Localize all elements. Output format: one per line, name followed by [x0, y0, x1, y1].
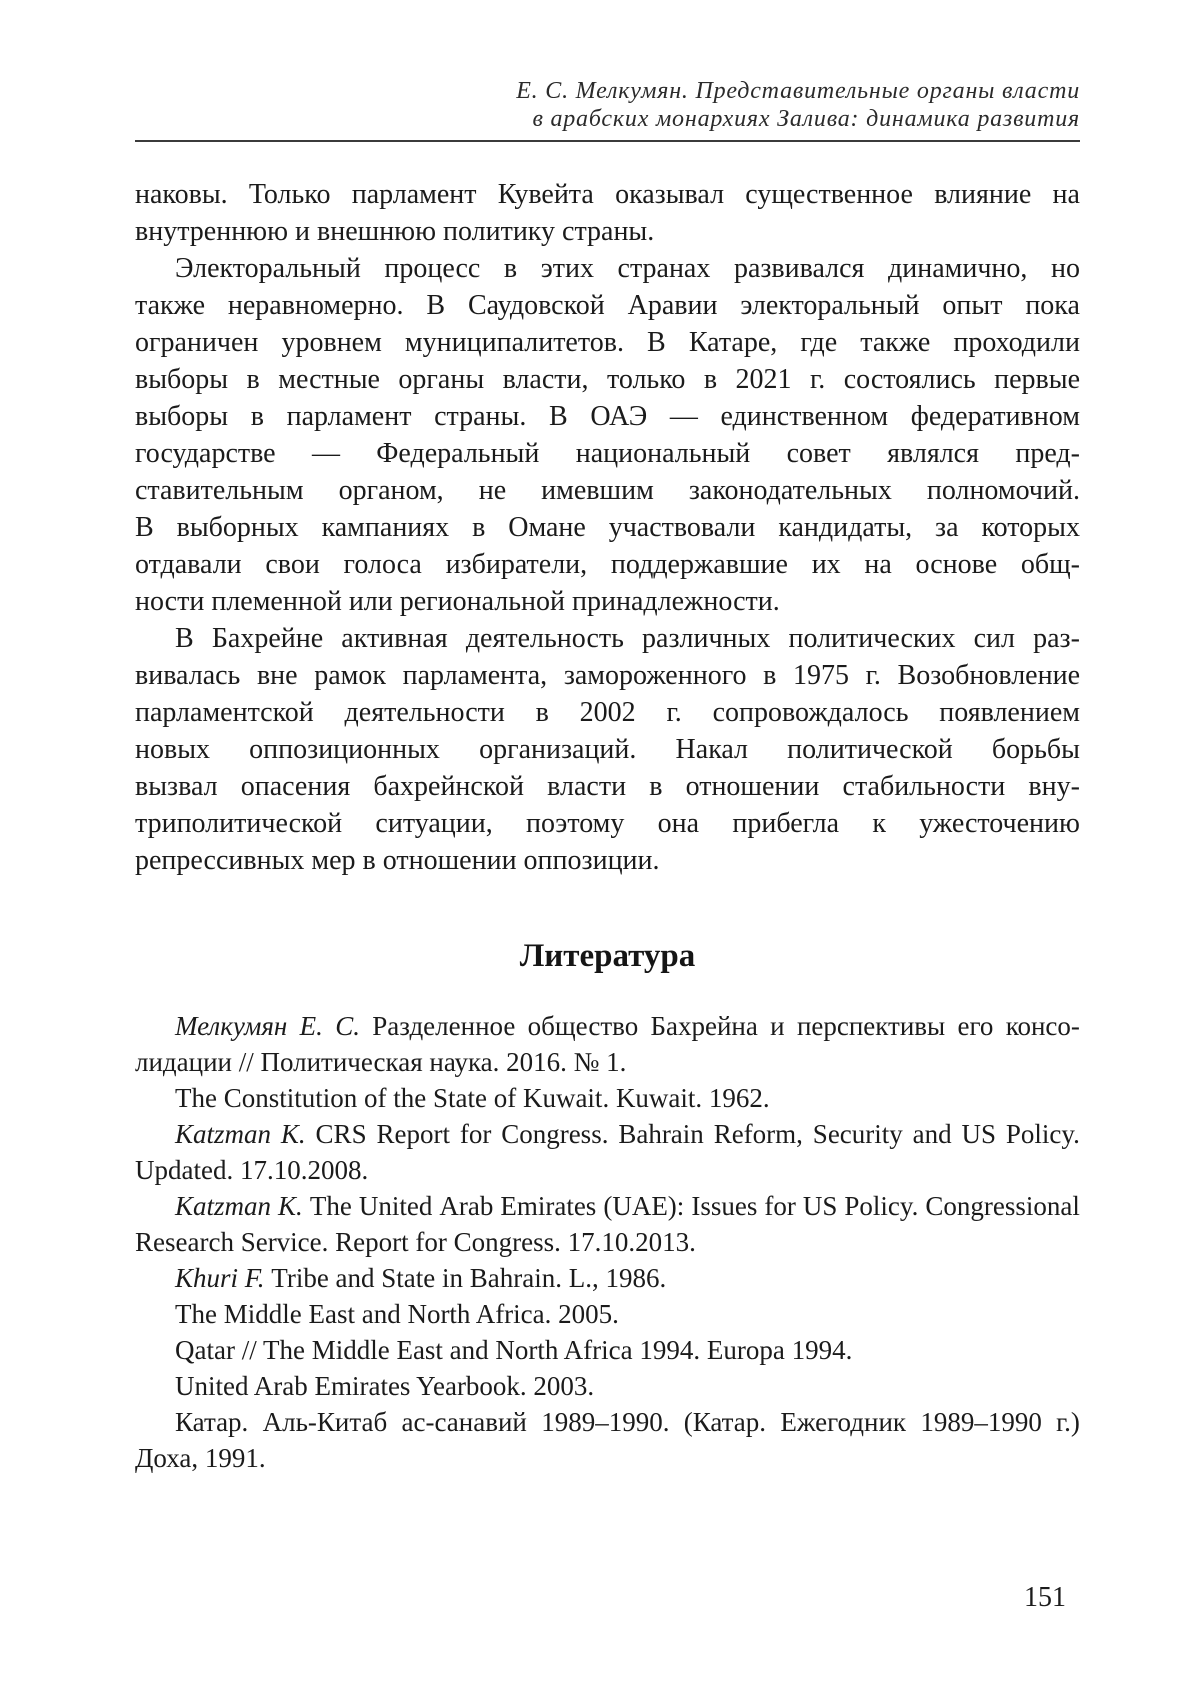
reference-line: Katzman K. CRS Report for Congress. Bahrain Reform, Security and US Policy. [175, 1119, 1080, 1149]
reference-line: Катар. Аль-Китаб ас-санавий 1989–1990. (Катар. Ежегодник 1989–1990 г.) [175, 1407, 1080, 1437]
running-header-line-1: Е. С. Мелкумян. Представительные органы власти [516, 78, 1080, 104]
body-text-line: Электоральный процесс в этих странах развивался динамично, но [175, 253, 1080, 284]
reference-line: The Middle East and North Africa. 2005. [175, 1299, 619, 1329]
header-rule [135, 140, 1080, 142]
body-text-line: наковы. Только парламент Кувейта оказывал существенное влияние на [135, 179, 1080, 210]
body-text-line: новых оппозиционных организаций. Накал политической борьбы [135, 734, 1080, 765]
running-header [135, 77, 1080, 133]
reference-line: Доха, 1991. [135, 1443, 266, 1473]
reference-line: Qatar // The Middle East and North Africa 1994. Europa 1994. [175, 1335, 853, 1365]
references-list [135, 1008, 1080, 1476]
body-text-line: вивалась вне рамок парламента, замороженного в 1975 г. Возобновление [135, 660, 1080, 691]
body-text-line: В выборных кампаниях в Омане участвовали кандидаты, за которых [135, 512, 1080, 543]
body-text-line: парламентской деятельности в 2002 г. сопровождалось появлением [135, 697, 1080, 728]
body-text-line: В Бахрейне активная деятельность различных политических сил раз- [175, 623, 1080, 654]
reference-line: Research Service. Report for Congress. 17.10.2013. [135, 1227, 696, 1257]
body-text-line: триполитической ситуации, поэтому она прибегла к ужесточению [135, 808, 1080, 839]
body-text-line: ности племенной или региональной принадлежности. [135, 586, 780, 617]
body-text-line: внутреннюю и внешнюю политику страны. [135, 216, 655, 247]
body-text-line: репрессивных мер в отношении оппозиции. [135, 845, 660, 876]
body-text-line: вызвал опасения бахрейнской власти в отношении стабильности вну- [135, 771, 1080, 802]
body-text-line: ставительным органом, не имевшим законодательных полномочий. [135, 475, 1080, 506]
body-text-line: выборы в местные органы власти, только в 2021 г. состоялись первые [135, 364, 1080, 395]
reference-line: лидации // Политическая наука. 2016. № 1. [135, 1047, 627, 1077]
body-text [135, 176, 1080, 879]
reference-line: United Arab Emirates Yearbook. 2003. [175, 1371, 595, 1401]
body-text-line: отдавали свои голоса избиратели, поддержавшие их на основе общ- [135, 549, 1080, 580]
literature-heading: Литература [519, 938, 696, 974]
reference-line: The Constitution of the State of Kuwait. Kuwait. 1962. [175, 1083, 770, 1113]
body-text-line: выборы в парламент страны. В ОАЭ — единственном федеративном [135, 401, 1080, 432]
body-text-line: также неравномерно. В Саудовской Аравии электоральный опыт пока [135, 290, 1080, 321]
reference-line: Мелкумян Е. С. Разделенное общество Бахрейна и перспективы его консо- [175, 1011, 1080, 1041]
body-text-line: ограничен уровнем муниципалитетов. В Катаре, где также проходили [135, 327, 1080, 358]
running-header-line-2: в арабских монархиях Залива: динамика развития [532, 106, 1080, 132]
reference-line: Khuri F. Tribe and State in Bahrain. L., 1986. [175, 1263, 667, 1293]
page-number: 151 [1024, 1582, 1066, 1613]
reference-line: Updated. 17.10.2008. [135, 1155, 369, 1185]
body-text-line: государстве — Федеральный национальный совет являлся пред- [135, 438, 1080, 469]
reference-line: Katzman K. The United Arab Emirates (UAE): Issues for US Policy. Congressional [175, 1191, 1080, 1221]
